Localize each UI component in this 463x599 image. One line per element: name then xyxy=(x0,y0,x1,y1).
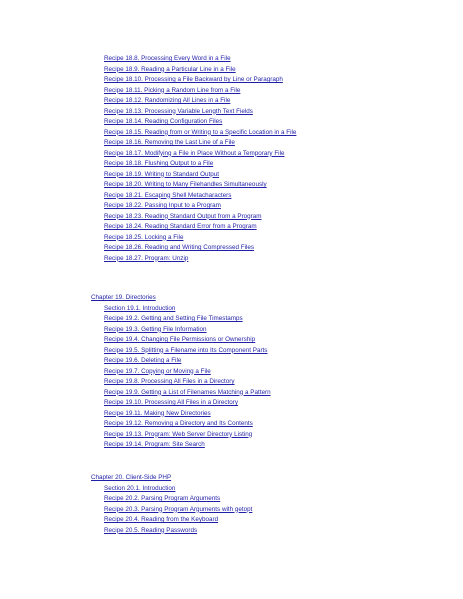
toc-recipe-link[interactable]: Recipe 18.12. Randomizing All Lines in a File xyxy=(104,97,231,104)
toc-recipe-link[interactable]: Recipe 18.19. Writing to Standard Output xyxy=(104,170,220,178)
toc-recipe-link[interactable]: Recipe 18.20. Writing to Many Filehandles Simultaneously xyxy=(104,181,267,188)
toc-recipe-link[interactable]: Recipe 18.13. Processing Variable Length Text Fields xyxy=(104,107,253,115)
toc-recipe-link[interactable]: Recipe 18.21. Escaping Shell Metacharacters xyxy=(104,191,232,199)
toc-recipe-link[interactable]: Recipe 18.16. Removing the Last Line of a File xyxy=(104,139,235,146)
toc-recipe-link[interactable]: Recipe 18.8. Processing Every Word in a File xyxy=(104,55,231,62)
toc-recipe-link[interactable]: Recipe 19.9. Getting a List of Filenames Matching a Pattern xyxy=(104,388,271,396)
toc-recipe-link[interactable]: Recipe 20.5. Reading Passwords xyxy=(104,526,198,534)
toc-recipe-link[interactable]: Recipe 19.12. Removing a Directory and Its Contents xyxy=(104,420,253,427)
toc-recipe-link[interactable]: Recipe 18.17. Modifying a File in Place Without a Temporary File xyxy=(104,149,285,157)
toc-recipe-link[interactable]: Recipe 18.14. Reading Configuration Files xyxy=(104,118,223,125)
toc-recipe-link[interactable]: Recipe 19.10. Processing All Files in a Directory xyxy=(104,399,239,406)
toc-recipe-link[interactable]: Recipe 20.4. Reading from the Keyboard xyxy=(104,516,219,523)
toc-recipe-link[interactable]: Recipe 18.15. Reading from or Writing to a Specific Location in a File xyxy=(104,128,297,136)
toc-recipe-link[interactable]: Recipe 19.2. Getting and Setting File Timestamps xyxy=(104,315,243,322)
toc-recipe-link[interactable]: Recipe 18.22. Passing Input to a Program xyxy=(104,202,221,209)
toc-recipe-link[interactable]: Recipe 20.2. Parsing Program Arguments xyxy=(104,495,221,502)
toc-recipe-link[interactable]: Recipe 19.7. Copying or Moving a File xyxy=(104,367,211,375)
toc-recipe-link[interactable]: Recipe 18.23. Reading Standard Output from a Program xyxy=(104,212,262,220)
toc-recipe-link[interactable]: Recipe 18.27. Program: Unzip xyxy=(104,254,189,262)
toc-recipe-link[interactable]: Recipe 19.8. Processing All Files in a Directory xyxy=(104,378,235,385)
toc-recipe-link[interactable]: Recipe 18.24. Reading Standard Error from a Program xyxy=(104,223,257,230)
toc-recipe-link[interactable]: Recipe 19.5. Splitting a Filename into Its Component Parts xyxy=(104,346,268,354)
toc-recipe-link[interactable]: Recipe 18.25. Locking a File xyxy=(104,233,184,241)
toc-recipe-link[interactable]: Recipe 20.3. Parsing Program Arguments with getopt xyxy=(104,505,253,513)
toc-recipe-link[interactable]: Recipe 18.26. Reading and Writing Compressed Files xyxy=(104,244,255,251)
toc-recipe-link[interactable]: Recipe 19.6. Deleting a File xyxy=(104,357,182,364)
toc-section-link[interactable]: Section 19.1. Introduction xyxy=(104,304,176,312)
toc-recipe-link[interactable]: Recipe 19.3. Getting File Information xyxy=(104,325,207,333)
toc-recipe-link[interactable]: Recipe 19.4. Changing File Permissions or Ownership xyxy=(104,336,256,343)
toc-chapter-link[interactable]: Chapter 20. Client-Side PHP xyxy=(91,474,172,481)
toc-recipe-link[interactable]: Recipe 18.10. Processing a File Backward by Line or Paragraph xyxy=(104,76,283,83)
toc-recipe-link[interactable]: Recipe 19.13. Program: Web Server Directory Listing xyxy=(104,430,253,438)
toc-recipe-link[interactable]: Recipe 18.18. Flushing Output to a File xyxy=(104,160,214,167)
toc-recipe-link[interactable]: Recipe 18.11. Picking a Random Line from a File xyxy=(104,86,241,94)
toc-recipe-link[interactable]: Recipe 19.11. Making New Directories xyxy=(104,409,211,417)
toc-recipe-link[interactable]: Recipe 18.9. Reading a Particular Line in a File xyxy=(104,65,236,73)
toc-chapter-link[interactable]: Chapter 19. Directories xyxy=(91,294,156,301)
toc-recipe-link[interactable]: Recipe 19.14. Program: Site Search xyxy=(104,441,205,448)
toc-section-link[interactable]: Section 20.1. Introduction xyxy=(104,484,176,492)
